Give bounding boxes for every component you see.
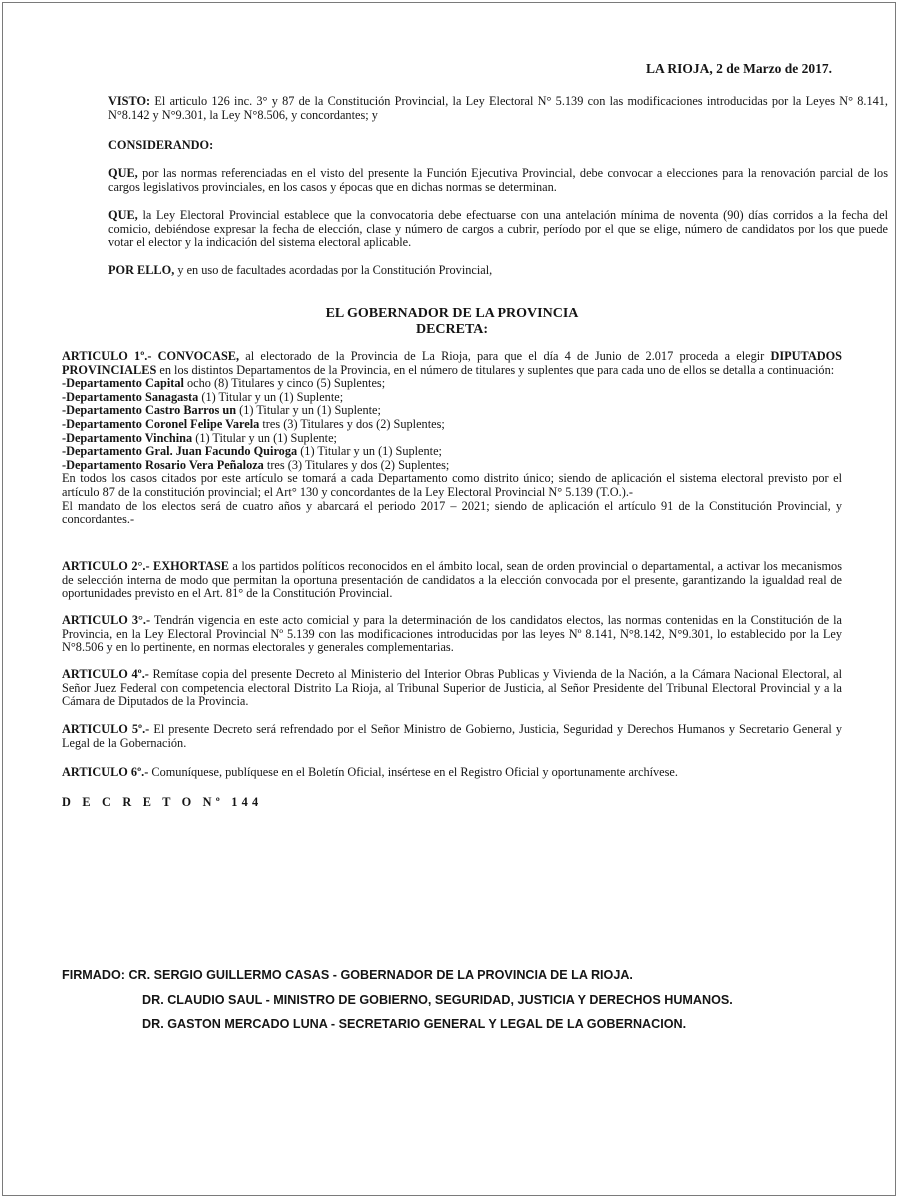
visto-label: VISTO: [108, 94, 151, 108]
article-6 [62, 766, 842, 780]
department-item: -Departamento Capital ocho (8) Titulares y cinco (5) Suplentes; [62, 376, 386, 391]
heading-governor: EL GOBERNADOR DE LA PROVINCIA [325, 306, 579, 321]
que-text-1: por las normas referenciadas en el visto del presente la Función Ejecutiva Provincial, debe convocar a elecciones para la renovación parcial de los cargos legislativos provinciales, en los casos y épocas que en dichas normas se determinan. [108, 166, 888, 194]
article-1-closing-1: En todos los casos citados por este artículo se tomará a cada Departamento como distrito único; siendo de aplicación el sistema electoral previsto por el artículo 87 de la constitución provincial; el Art° 130 y concordantes de la Ley Electoral Provincial N° 5.139 (T.O.).- [62, 471, 842, 499]
que-paragraph-1 [62, 167, 888, 194]
article-1-text-c: en los distintos Departamentos de la Provincia, en el número de titulares y suplentes que para cada uno de ellos se detalla a continuación: [159, 362, 835, 377]
article-3-text: Tendrán vigencia en este acto comicial y para la determinación de los candidatos electos, las normas contenidas en la Constitución de la Provincia, en la Ley Electoral Provincial Nº 5.139 con las modificaciones introducidas por las leyes Nº 8.141, N°8.142, N°9.301, lo establecido por la Ley N°8.506 y en lo pertinente, en normas electorales y generales complementarias. [62, 613, 842, 655]
article-4-label: ARTICULO 4º.- [62, 667, 149, 681]
signature-governor: FIRMADO: CR. SERGIO GUILLERMO CASAS - GOBERNADOR DE LA PROVINCIA DE LA RIOJA. [62, 968, 633, 982]
decree-number: D E C R E T O Nº 144 [62, 795, 263, 809]
que-label-1: QUE, [108, 166, 138, 180]
article-2-text: a los partidos políticos reconocidos en el ámbito local, sean de orden provincial o departamental, a activar los mecanismos de selección interna de modo que permitan la oportuna presentación de candidatos a la elección convocada por el presente, garantizando la igualdad real de oportunidades previsto en el Art. 81° de la Constitución Provincial. [62, 559, 842, 601]
department-item: -Departamento Rosario Vera Peñaloza tres (3) Titulares y dos (2) Suplentes; [62, 457, 450, 472]
heading-decreta: DECRETA: [415, 321, 489, 337]
article-1-diputados: DIPUTADOS PROVINCIALES [62, 349, 842, 377]
article-5 [62, 723, 842, 750]
article-2 [62, 560, 842, 601]
department-item: -Departamento Vinchina (1) Titular y un (1) Suplente; [62, 430, 337, 445]
considerando-heading: CONSIDERANDO: [108, 138, 214, 152]
article-4 [62, 668, 842, 709]
signature-secretary: DR. GASTON MERCADO LUNA - SECRETARIO GENERAL Y LEGAL DE LA GOBERNACION. [142, 1017, 687, 1031]
signature-minister: DR. CLAUDIO SAUL - MINISTRO DE GOBIERNO, SEGURIDAD, JUSTICIA Y DERECHOS HUMANOS. [142, 993, 733, 1007]
department-item: -Departamento Gral. Juan Facundo Quiroga (1) Titular y un (1) Suplente; [62, 444, 442, 459]
article-4-text: Remítase copia del presente Decreto al Ministerio del Interior Obras Publicas y Vivienda de la Nación, a la Cámara Nacional Electoral, al Señor Juez Federal con competencia electoral Distrito La Rioja, al Tribunal Superior de Justicia, al Señor Presidente del Tribunal Electoral Provincial y a la Cámara de Diputados de la Provincia. [62, 667, 843, 709]
decree-heading [62, 306, 842, 337]
article-5-text: El presente Decreto será refrendado por el Señor Ministro de Gobierno, Justicia, Seguridad y Derechos Humanos y Secretario General y Legal de la Gobernación. [62, 722, 842, 750]
article-6-text: Comuníquese, publíquese en el Boletín Oficial, insértese en el Registro Oficial y oportunamente archívese. [151, 765, 678, 779]
article-1-text-a: al electorado de la Provincia de La Rioja, para que el día 4 de Junio de 2.017 proceda a elegir [245, 349, 765, 363]
document-date: LA RIOJA, 2 de Marzo de 2017. [646, 61, 832, 76]
article-5-label: ARTICULO 5º.- [62, 722, 150, 736]
article-2-label: ARTICULO 2°.- EXHORTASE [62, 559, 229, 573]
article-3 [62, 614, 842, 655]
department-item: -Departamento Sanagasta (1) Titular y un (1) Suplente; [62, 389, 344, 404]
visto-text: El articulo 126 inc. 3° y 87 de la Constitución Provincial, la Ley Electoral N° 5.139 con las modificaciones introducidas por la Leyes N° 8.141, N°8.142 y N°9.301, la Ley N°8.506, y concordantes; y [108, 94, 888, 122]
que-text-2: la Ley Electoral Provincial establece que la convocatoria debe efectuarse con una antelación mínima de noventa (90) días corridos a la fecha del comicio, debiéndose expresar la fecha de elección, clase y número de cargos a cubrir, período por el que se elige, número de candidatos por los que puede votar el elector y la indicación del sistema electoral aplicable. [108, 208, 888, 250]
por-ello-paragraph [62, 264, 888, 278]
que-label-2: QUE, [108, 208, 138, 222]
article-1-label: ARTICULO 1º.- CONVOCASE, [62, 349, 240, 363]
article-6-label: ARTICULO 6º.- [62, 765, 149, 779]
por-ello-label: POR ELLO, [108, 263, 175, 277]
article-3-label: ARTICULO 3°.- [62, 613, 151, 627]
department-item: -Departamento Coronel Felipe Varela tres (3) Titulares y dos (2) Suplentes; [62, 416, 445, 431]
que-paragraph-2 [62, 209, 888, 250]
article-1-closing-2: El mandato de los electos será de cuatro años y abarcará el periodo 2017 – 2021; siendo de aplicación el artículo 91 de la Constitución Provincial, y concordantes.- [62, 498, 842, 527]
department-item: -Departamento Castro Barros un (1) Titular y un (1) Suplente; [62, 403, 381, 418]
por-ello-text: y en uso de facultades acordadas por la Constitución Provincial, [177, 263, 493, 277]
visto-paragraph [62, 95, 888, 122]
article-1 [62, 350, 842, 527]
